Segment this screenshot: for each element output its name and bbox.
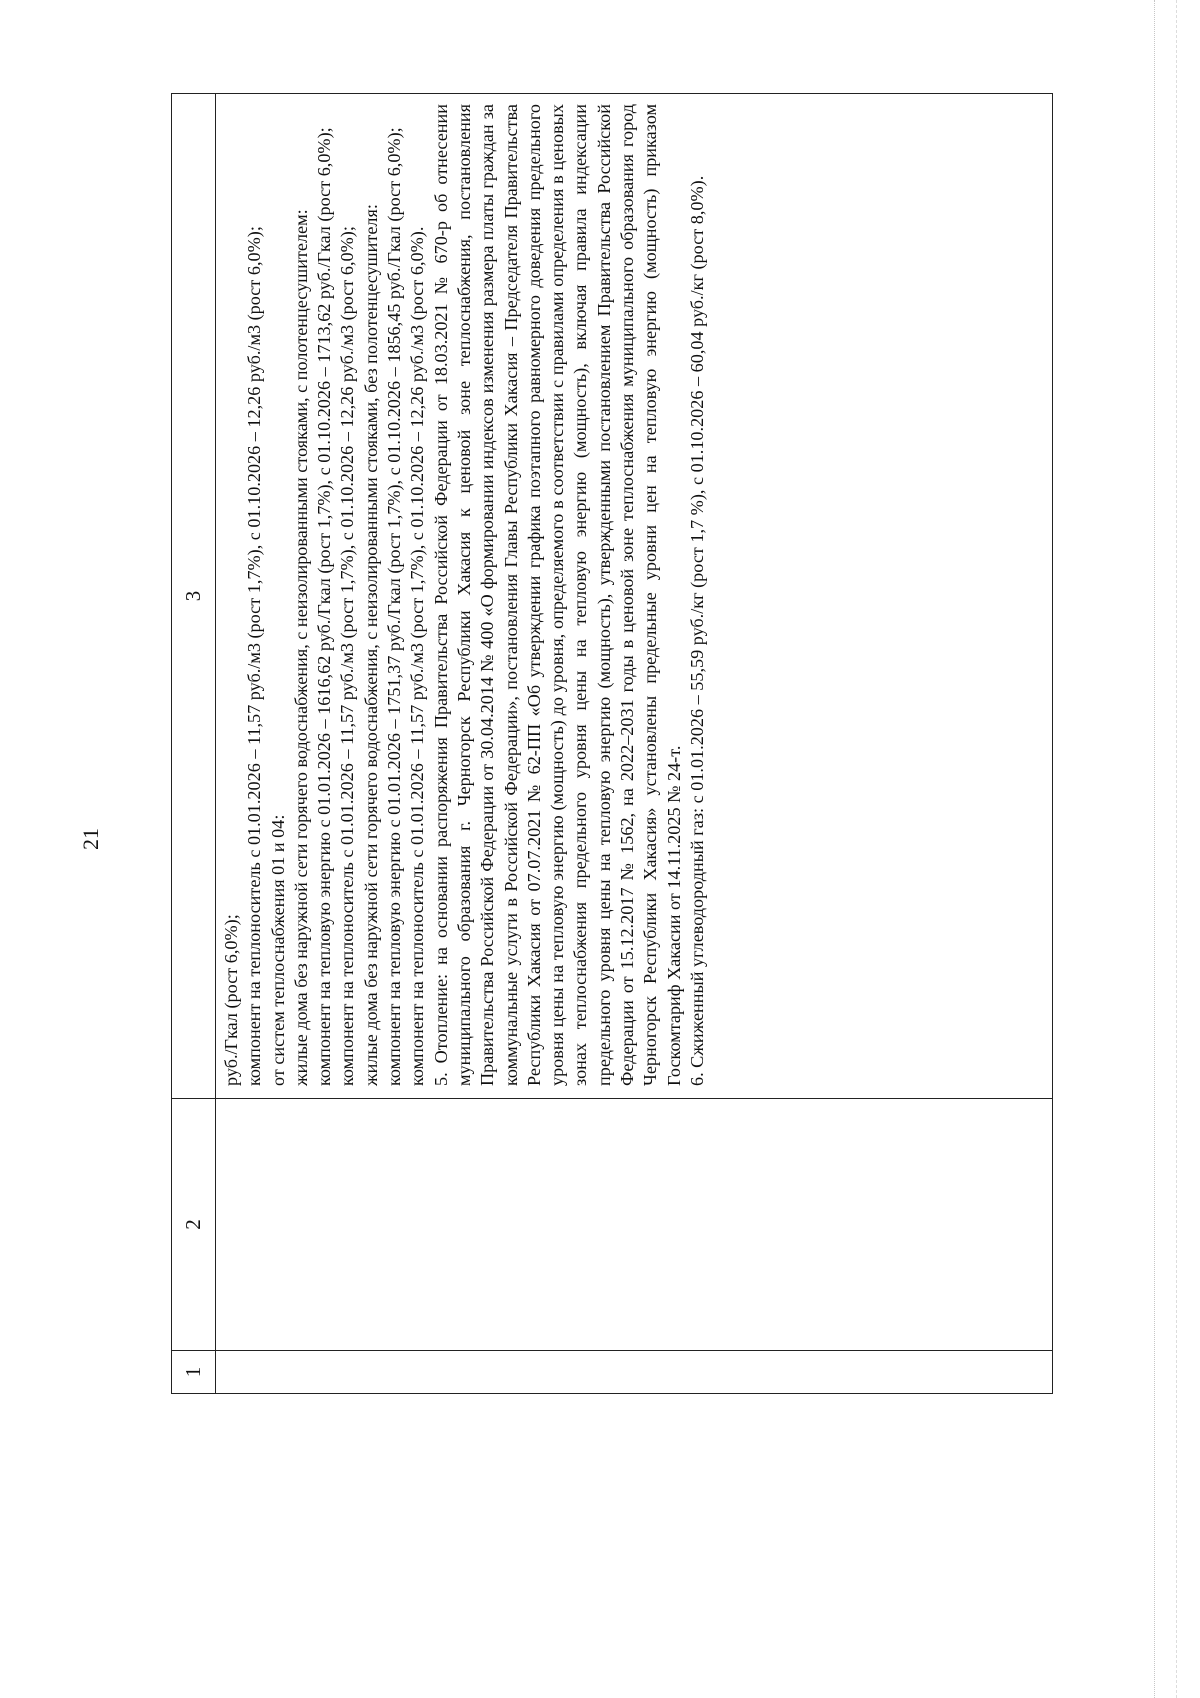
column-header-2: 2 bbox=[172, 1099, 216, 1351]
paragraph-heating: 5. Отопление: на основании распоряжения Правительства Российской Федерации от 18.03.2021 № 670-р об отнесении муниципального образования г. Черногорск Республики Хакасия к ценовой зоне теплоснабжения, постановления Правительства Российской Федерации от 30.04.2014 № 400 «О формировании индексов изменения размера платы граждан за коммунальные услуги в Российской Федерации», постановления Главы Республики Хакасия – Председателя Правительства Республики Хакасия от 07.07.2021 № 62-ПП «Об утверждении графика поэтапного равномерного доведения предельного уровня цены на тепловую энергию (мощность) до уровня, определяемого в соответствии с правилами определения в ценовых зонах теплоснабжения предельного уровня цены на тепловую энергию (мощность), включая правила индексации предельного уровня цены на тепловую энергию (мощность), утвержденными постановлением Правительства Российской Федерации от 15.12.2017 № 1562, на 2022–2031 годы в ценовой зоне теплоснабжения муниципального образования город Черногорск Республики Хакасия» установлены предельные уровни цен на тепловую энергию (мощность) приказом Госкомтариф Хакасии от 14.11.2025 № 24-т. bbox=[430, 104, 684, 1086]
text-line: компонент на тепловую энергию с 01.01.2026 – 1616,62 руб./Гкал (рост 1,7%), с 01.10.2026 – 1713,62 руб./Гкал (рост 6,0%); bbox=[314, 127, 335, 1086]
text-line: компонент на теплоноситель с 01.01.2026 – 11,57 руб./м3 (рост 1,7%), с 01.10.2026 – 12,26 руб./м3 (рост 6,0%). bbox=[407, 226, 428, 1086]
text-line: от систем теплоснабжения 01 и 04: bbox=[267, 814, 288, 1086]
text-line: жилые дома без наружной сети горячего водоснабжения, с неизолированными стояками, с полотенцесушителем: bbox=[290, 209, 311, 1086]
cell-column-3 bbox=[216, 94, 1053, 1099]
rotated-page-content bbox=[171, 94, 1053, 1394]
paragraph-lpg: 6. Сжиженный углеводородный газ: с 01.01.2026 – 55,59 руб./кг (рост 1,7 %), с 01.10.2026 – 60,04 руб./кг (рост 8,0%). bbox=[686, 175, 707, 1086]
text-line: жилые дома без наружной сети горячего водоснабжения, с неизолированными стояками, без полотенцесушителя: bbox=[360, 204, 381, 1086]
column-header-3: 3 bbox=[172, 94, 216, 1099]
page-number: 21 bbox=[78, 828, 103, 850]
column-header-1: 1 bbox=[172, 1351, 216, 1394]
cell-column-2 bbox=[216, 1099, 1053, 1351]
tariff-table bbox=[171, 93, 1053, 1394]
text-line: руб./Гкал (рост 6,0%); bbox=[221, 914, 241, 1086]
text-line: компонент на теплоноситель с 01.01.2026 – 11,57 руб./м3 (рост 1,7%), с 01.10.2026 – 12,26 руб./м3 (рост 6,0%); bbox=[244, 226, 265, 1086]
cell-column-1 bbox=[216, 1351, 1053, 1394]
text-line: компонент на тепловую энергию с 01.01.2026 – 1751,37 руб./Гкал (рост 1,7%), с 01.10.2026 – 1856,45 руб./Гкал (рост 6,0%); bbox=[384, 127, 405, 1086]
table-header-row bbox=[172, 94, 216, 1394]
table-row bbox=[216, 94, 1053, 1394]
scan-edge-artifact bbox=[1142, 0, 1200, 1698]
text-line: компонент на теплоноситель с 01.01.2026 – 11,57 руб./м3 (рост 1,7%), с 01.10.2026 – 12,26 руб./м3 (рост 6,0%); bbox=[337, 226, 358, 1086]
